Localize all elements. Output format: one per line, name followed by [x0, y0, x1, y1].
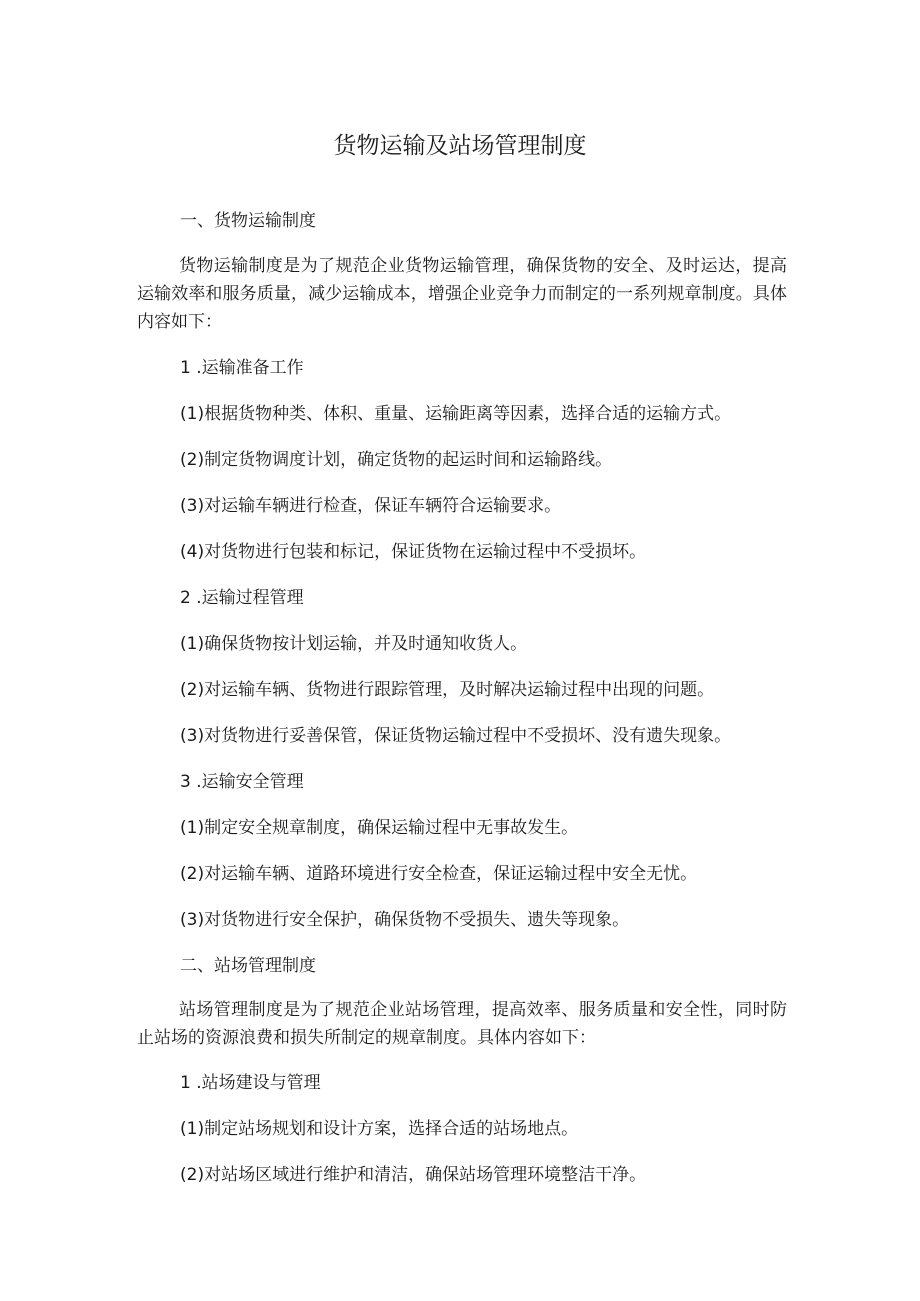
subsection-heading-construction: 1 .站场建设与管理: [180, 1073, 321, 1093]
document-title: 货物运输及站场管理制度: [333, 133, 587, 159]
section-heading-station: 二、站场管理制度: [180, 956, 316, 976]
list-item: (3)对运输车辆进行检查，保证车辆符合运输要求。: [180, 496, 562, 516]
subsection-heading-safety: 3 .运输安全管理: [180, 772, 304, 792]
list-item: (2)对运输车辆、道路环境进行安全检查，保证运输过程中安全无忧。: [180, 864, 698, 884]
section-intro-cargo-transport: 货物运输制度是为了规范企业货物运输管理，确保货物的安全、及时运达，提高运输效率和服务质量，减少运输成本，增强企业竞争力而制定的一系列规章制度。具体内容如下：: [137, 256, 787, 332]
list-item: (1)根据货物种类、体积、重量、运输距离等因素，选择合适的运输方式。: [180, 404, 732, 424]
list-item: (1)制定站场规划和设计方案，选择合适的站场地点。: [180, 1119, 579, 1139]
list-item: (2)对运输车辆、货物进行跟踪管理，及时解决运输过程中出现的问题。: [180, 680, 715, 700]
subsection-heading-process: 2 .运输过程管理: [180, 588, 304, 608]
list-item: (3)对货物进行安全保护，确保货物不受损失、遗失等现象。: [180, 910, 630, 930]
list-item: (4)对货物进行包装和标记，保证货物在运输过程中不受损坏。: [180, 542, 647, 562]
list-item: (1)制定安全规章制度，确保运输过程中无事故发生。: [180, 818, 579, 838]
list-item: (2)制定货物调度计划，确定货物的起运时间和运输路线。: [180, 450, 613, 470]
subsection-heading-preparation: 1 .运输准备工作: [180, 358, 304, 378]
list-item: (1)确保货物按计划运输，并及时通知收货人。: [180, 634, 528, 654]
list-item: (2)对站场区域进行维护和清洁，确保站场管理环境整洁干净。: [180, 1165, 647, 1185]
section-heading-cargo-transport: 一、货物运输制度: [180, 211, 316, 231]
section-intro-station: 站场管理制度是为了规范企业站场管理，提高效率、服务质量和安全性，同时防止站场的资源浪费和损失所制定的规章制度。具体内容如下：: [137, 1000, 787, 1048]
list-item: (3)对货物进行妥善保管，保证货物运输过程中不受损坏、没有遗失现象。: [180, 726, 732, 746]
